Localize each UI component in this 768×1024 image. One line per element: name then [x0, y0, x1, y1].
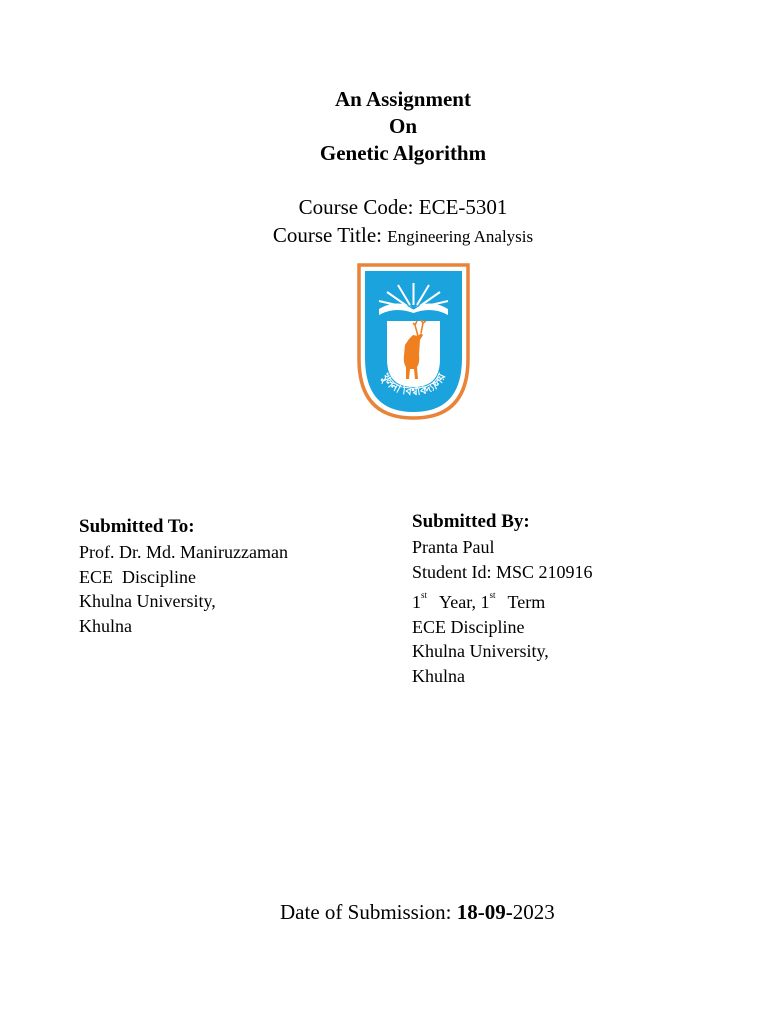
supervisor-discipline: ECE Discipline: [79, 566, 196, 587]
date-label: Date of Submission:: [280, 900, 457, 924]
submitted-by-heading: Submitted By:: [412, 511, 530, 532]
student-city: Khulna: [412, 665, 465, 686]
year-suffix: st: [421, 590, 428, 600]
date-year: 2023: [512, 900, 555, 924]
course-code-value: ECE-5301: [418, 195, 508, 219]
student-id: Student Id: MSC 210916: [412, 561, 593, 582]
supervisor-city: Khulna: [79, 615, 132, 636]
title-line-3: Genetic Algorithm: [319, 141, 487, 165]
student-name: Pranta Paul: [412, 537, 495, 557]
course-title-value: Engineering Analysis: [387, 227, 534, 246]
year-term: [412, 590, 593, 615]
title-line-1: An Assignment: [335, 87, 471, 111]
date-day-month: 18-09-: [456, 900, 513, 924]
assignment-title: [0, 86, 768, 167]
submitted-to-heading: Submitted To:: [79, 516, 195, 537]
course-code-label: Course Code:: [298, 195, 419, 219]
course-title-label: Course Title:: [272, 223, 388, 247]
student-university: Khulna University,: [412, 641, 549, 661]
submitted-to-block: [79, 513, 288, 638]
supervisor-university: Khulna University,: [79, 591, 216, 611]
term-suffix: st: [489, 590, 496, 600]
logo-arc-text: খুলনা বিশ্ববিদ্যালয়: [378, 371, 449, 399]
term-word: Term: [507, 592, 546, 612]
course-code: [0, 194, 768, 220]
supervisor-name: Prof. Dr. Md. Maniruzzaman: [79, 542, 288, 562]
khulna-university-logo: [357, 263, 470, 420]
submitted-by-block: [412, 508, 593, 688]
student-discipline: ECE Discipline: [412, 616, 525, 637]
course-title: [0, 221, 768, 251]
submission-date: [280, 898, 555, 926]
year-number: 1: [412, 592, 421, 612]
title-line-2: On: [388, 114, 417, 138]
year-word: Year, 1: [439, 592, 490, 612]
